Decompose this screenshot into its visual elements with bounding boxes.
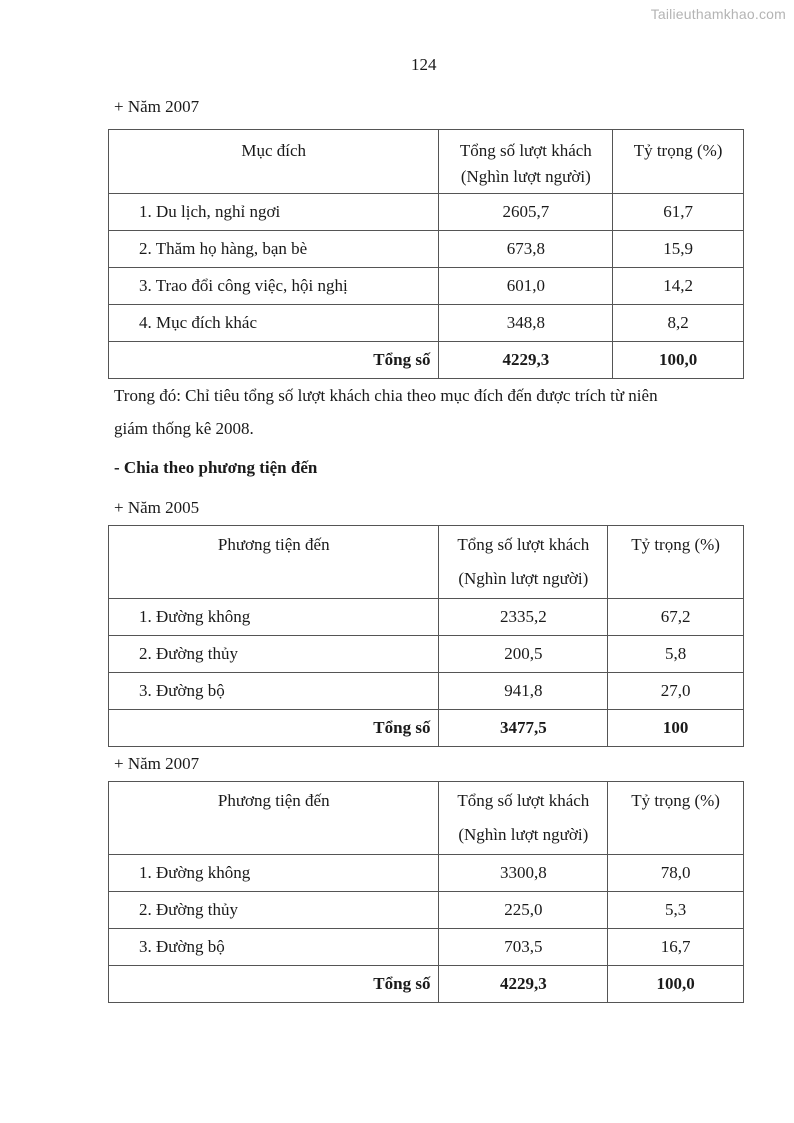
table-total-row bbox=[109, 342, 744, 379]
header-transport: Phương tiện đến bbox=[109, 782, 439, 855]
total-share: 100,0 bbox=[613, 342, 744, 379]
section-heading: - Chia theo phương tiện đến bbox=[114, 458, 318, 477]
row-share: 8,2 bbox=[613, 305, 744, 342]
row-share: 5,3 bbox=[608, 892, 744, 929]
table-transport-2007 bbox=[108, 781, 744, 1003]
total-value: 3477,5 bbox=[439, 710, 608, 747]
row-total: 673,8 bbox=[439, 231, 613, 268]
watermark: Tailieuthamkhao.com bbox=[650, 6, 786, 22]
row-total: 3300,8 bbox=[439, 855, 608, 892]
table-purpose-2007 bbox=[108, 129, 744, 379]
year-label-2007-purpose: + Năm 2007 bbox=[114, 97, 200, 116]
row-share: 78,0 bbox=[608, 855, 744, 892]
header-share: Tỷ trọng (%) bbox=[613, 130, 744, 194]
total-value: 4229,3 bbox=[439, 966, 608, 1003]
table-row bbox=[109, 305, 744, 342]
table-row bbox=[109, 268, 744, 305]
row-label: 3. Trao đổi công việc, hội nghị bbox=[109, 268, 439, 305]
row-label: 2. Đường thủy bbox=[109, 892, 439, 929]
table-header-row bbox=[109, 782, 744, 855]
row-share: 27,0 bbox=[608, 673, 744, 710]
table-row bbox=[109, 673, 744, 710]
table-row bbox=[109, 231, 744, 268]
table-row bbox=[109, 929, 744, 966]
table-transport-2005 bbox=[108, 525, 744, 747]
row-total: 601,0 bbox=[439, 268, 613, 305]
table-row bbox=[109, 892, 744, 929]
row-label: 1. Du lịch, nghỉ ngơi bbox=[109, 194, 439, 231]
total-share: 100,0 bbox=[608, 966, 744, 1003]
row-total: 941,8 bbox=[439, 673, 608, 710]
row-label: 4. Mục đích khác bbox=[109, 305, 439, 342]
row-total: 348,8 bbox=[439, 305, 613, 342]
row-label: 2. Thăm họ hàng, bạn bè bbox=[109, 231, 439, 268]
total-label: Tổng số bbox=[109, 710, 439, 747]
row-label: 2. Đường thủy bbox=[109, 636, 439, 673]
row-share: 67,2 bbox=[608, 599, 744, 636]
row-label: 1. Đường không bbox=[109, 599, 439, 636]
row-share: 5,8 bbox=[608, 636, 744, 673]
table-row bbox=[109, 636, 744, 673]
table-header-row bbox=[109, 130, 744, 194]
table-row bbox=[109, 855, 744, 892]
header-purpose: Mục đích bbox=[109, 130, 439, 194]
table-total-row bbox=[109, 710, 744, 747]
row-label: 3. Đường bộ bbox=[109, 929, 439, 966]
year-label-2007-transport: + Năm 2007 bbox=[114, 754, 200, 773]
table-row bbox=[109, 599, 744, 636]
header-total: Tổng số lượt khách (Nghìn lượt người) bbox=[439, 782, 608, 855]
total-label: Tổng số bbox=[109, 966, 439, 1003]
table-row bbox=[109, 194, 744, 231]
row-label: 3. Đường bộ bbox=[109, 673, 439, 710]
total-label: Tổng số bbox=[109, 342, 439, 379]
row-total: 200,5 bbox=[439, 636, 608, 673]
page-number: 124 bbox=[411, 55, 437, 74]
row-share: 16,7 bbox=[608, 929, 744, 966]
total-value: 4229,3 bbox=[439, 342, 613, 379]
row-share: 15,9 bbox=[613, 231, 744, 268]
header-total: Tổng số lượt khách (Nghìn lượt người) bbox=[439, 130, 613, 194]
row-total: 2335,2 bbox=[439, 599, 608, 636]
note-line-2: giám thống kê 2008. bbox=[114, 419, 254, 438]
row-label: 1. Đường không bbox=[109, 855, 439, 892]
header-share: Tỷ trọng (%) bbox=[608, 526, 744, 599]
row-total: 703,5 bbox=[439, 929, 608, 966]
header-share: Tỷ trọng (%) bbox=[608, 782, 744, 855]
row-total: 225,0 bbox=[439, 892, 608, 929]
row-share: 14,2 bbox=[613, 268, 744, 305]
total-share: 100 bbox=[608, 710, 744, 747]
table-total-row bbox=[109, 966, 744, 1003]
row-total: 2605,7 bbox=[439, 194, 613, 231]
note-line-1: Trong đó: Chỉ tiêu tổng số lượt khách chia theo mục đích đến được trích từ niên bbox=[114, 386, 658, 405]
table-header-row bbox=[109, 526, 744, 599]
year-label-2005: + Năm 2005 bbox=[114, 498, 200, 517]
header-total: Tổng số lượt khách (Nghìn lượt người) bbox=[439, 526, 608, 599]
row-share: 61,7 bbox=[613, 194, 744, 231]
header-transport: Phương tiện đến bbox=[109, 526, 439, 599]
